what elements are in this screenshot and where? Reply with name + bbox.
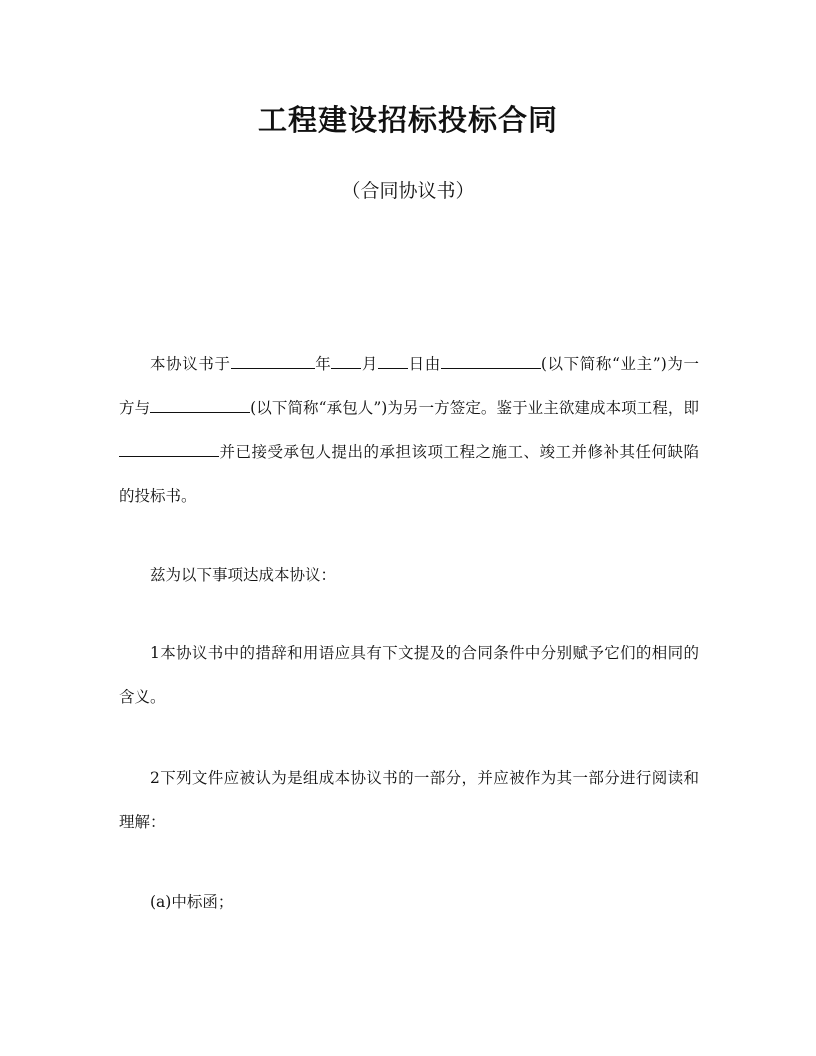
intro-text-7: 并已接受承包人提出的承担该项工程之施工、竣工并修补其任何缺陷的投标书。	[119, 443, 699, 505]
clause-1-paragraph: 1本协议书中的措辞和用语应具有下文提及的合同条件中分别赋予它们的相同的含义。	[119, 644, 699, 706]
intro-text-4: 日由	[408, 355, 441, 373]
year-blank	[231, 354, 315, 369]
day-blank	[378, 354, 408, 369]
contractor-name-blank	[150, 398, 250, 413]
clause-2a-item: (a)中标函；	[150, 893, 234, 911]
intro-text-6: (以下简称“承包人”)为另一方签定。鉴于业主欲建成本项工程，即	[250, 399, 699, 417]
agreement-intro-paragraph	[119, 342, 699, 518]
month-blank	[331, 354, 361, 369]
page-subtitle: （合同协议书）	[341, 180, 475, 202]
intro-text-2: 年	[314, 355, 332, 373]
agreement-matters-paragraph: 兹为以下事项达成本协议：	[150, 566, 337, 584]
clause-2-paragraph: 2下列文件应被认为是组成本协议书的一部分，并应被作为其一部分进行阅读和理解：	[119, 769, 699, 831]
intro-text-1: 本协议书于	[150, 355, 231, 373]
project-name-blank	[119, 442, 219, 457]
page-title: 工程建设招标投标合同	[257, 103, 558, 137]
intro-text-5: (以下简称“业主”)为一方与	[119, 355, 699, 417]
intro-text-3: 月	[361, 355, 379, 373]
owner-name-blank	[441, 354, 541, 369]
